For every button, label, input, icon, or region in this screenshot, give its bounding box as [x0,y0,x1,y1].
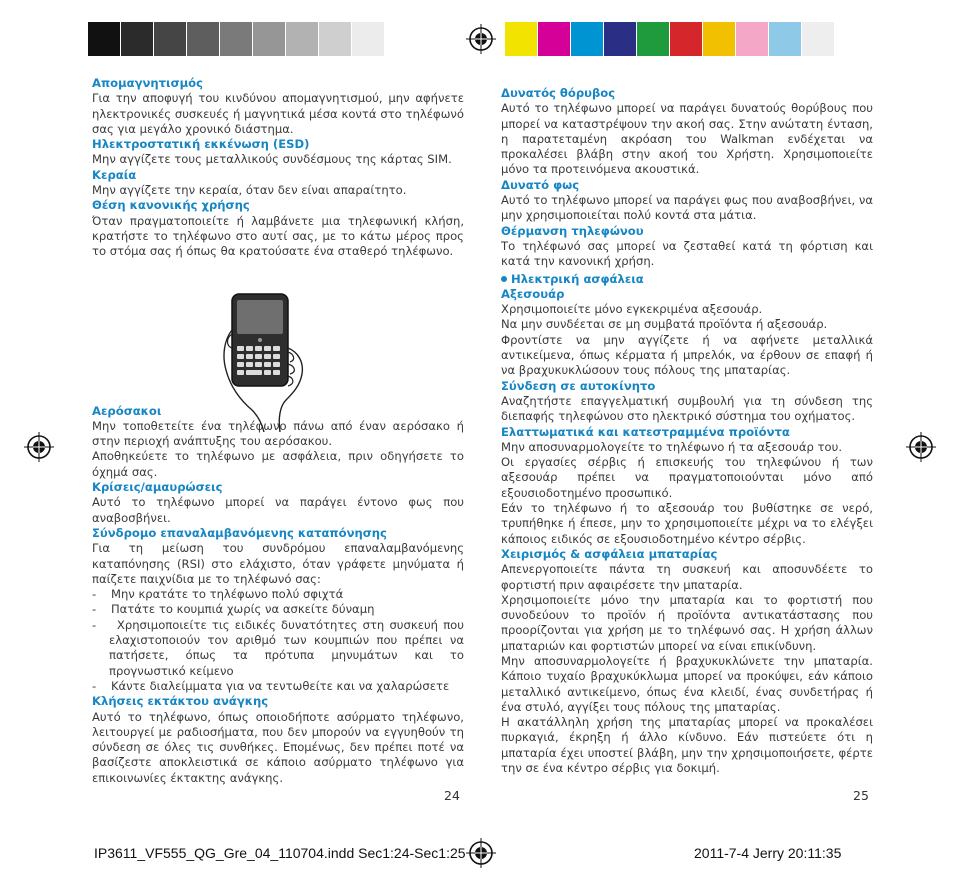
color-swatch [505,22,538,56]
registration-mark-left [24,432,54,462]
hand-holding-phone-illustration [218,290,308,432]
registration-mark-bottom [466,838,496,868]
airbag-text-1: Μην τοποθετείτε ένα τηλέφωνο πάνω από έναν αερόσακο ή στην περιοχή ανάπτυξης του αερόσακου. [92,418,464,449]
gray-swatch [319,22,352,56]
accessories-text-3: Φροντίστε να μην αγγίζετε ή να αφήνετε μεταλλικά αντικείμενα, όπως κέρματα ή μπρελόκ, να έρθουν σε επαφή ή να βραχυκυκλώσουν τους πόλους της μπαταρίας. [501,332,873,378]
car-connection-text: Αναζητήστε επαγγελματική συμβουλή για τη σύνδεση της διεπαφής τηλεφώνου στο ηλεκτρικό σύστημα του οχήματος. [501,393,873,424]
bright-light-heading: Δυνατό φως [501,177,580,192]
emergency-calls-text: Αυτό το τηλέφωνο, όπως οποιοδήποτε ασύρματο τηλέφωνο, λειτουργεί με ραδιοσήματα, που δεν μπορούν να εγγυηθούν τη σύνδεση σε όλες τις συνθήκες. Επομένως, δεν πρέπει ποτέ να βασίζεστε αποκλειστικά σε κάποιο ασύρματο τηλέφωνο για επικοινωνίες έκτακτης ανάγκης. [92,709,464,785]
print-slug-date: 2011-7-4 Jerry 20:11:35 [694,845,842,861]
esd-heading: Ηλεκτροστατική εκκένωση (ESD) [92,137,310,152]
normal-position-heading: Θέση κανονικής χρήσης [92,198,250,213]
battery-text-4: Η ακατάλληλη χρήση της μπαταρίας μπορεί να προκαλέσει πυρκαγιά, έκρηξη ή άλλο κίνδυνο. Εάν πιστεύετε ότι η μπαταρία έχει υποστεί βλάβη, μην την χρησιμοποιήσετε, φέρτε την σε ένα κέντρο σέρβις για δοκιμή. [501,715,873,776]
faulty-products-text-1: Μην αποσυναρμολογείτε το τηλέφωνο ή τα αξεσουάρ του. [501,439,843,454]
gray-swatch [88,22,121,56]
loud-noise-text: Αυτό το τηλέφωνο μπορεί να παράγει δυνατούς θορύβους που μπορεί να καταστρέψουν την ακοή σας. Στην ανώτατη ένταση, η παρατεταμένη ακρόαση του Walkman ενδέχεται να προκαλέσει βλάβη στην ακοή του Χρήστη. Χρησιμοποιείτε μόνο τα προτεινόμενα ακουστικά. [501,101,873,177]
accessories-text-2: Να μην συνδέεται σε μη συμβατά προϊόντα ή αξεσουάρ. [501,317,828,332]
list-item: - Πατάτε το κουμπιά χωρίς να ασκείτε δύναμη [92,602,375,617]
car-connection-heading: Σύνδεση σε αυτοκίνητο [501,378,656,393]
bright-light-text: Αυτό το τηλέφωνο μπορεί να παράγει φως που αναβοσβήνει, να μην χρησιμοποιείται πολύ κοντά στα μάτια. [501,193,873,223]
page-number-right: 25 [853,788,869,803]
color-swatch [703,22,736,56]
rsi-text: Για τη μείωση του συνδρόμου επαναλαμβανόμενης καταπόνησης (RSI) στο ελάχιστο, όταν γράφετε μηνύματα ή παίζετε παιχνίδια με το τηλέφωνό σας: [92,541,464,586]
phone-heating-text: Το τηλέφωνό σας μπορεί να ζεσταθεί κατά τη φόρτιση και κατά την κανονική χρήση. [501,238,873,269]
accessories-heading: Αξεσουάρ [501,286,565,301]
gray-swatch [121,22,154,56]
rsi-heading: Σύνδρομο επαναλαμβανόμενης καταπόνησης [92,525,387,540]
seizure-heading: Κρίσεις/αμαυρώσεις [92,480,223,495]
page-number-left: 24 [444,788,460,803]
color-swatch [802,22,835,56]
demagnetization-text: Για την αποφυγή του κινδύνου απομαγνητισμού, μην αφήνετε ηλεκτρονικές συσκευές ή μαγνητικά μέσα κοντά στο τηλέφωνό σας για μεγάλο χρονικό διάστημα. [92,91,464,136]
print-slug-filename: IP3611_VF555_QG_Gre_04_110704.indd Sec1:24-Sec1:25 [94,845,466,861]
gray-swatch [187,22,220,56]
antenna-heading: Κεραία [92,167,137,182]
faulty-products-text-3: Εάν το τηλέφωνο ή το αξεσουάρ του βυθίστηκε σε νερό, τρυπήθηκε ή έπεσε, μην το χρησιμοποιείτε μέχρι να το ελέγξει κάποιος ειδικός σε εξουσιοδοτημένο κέντρο σέρβις. [501,501,873,546]
color-swatch [769,22,802,56]
color-swatch [604,22,637,56]
right-page-column [501,76,873,776]
battery-text-3: Μην αποσυναρμολογείτε ή βραχυκυκλώνετε την μπαταρία. Κάποιο τυχαίο βραχυκύκλωμα μπορεί να προκύψει, εάν κάποιο μεταλλικό αντικείμενο, όπως ένα κλειδί, ένας συνδετήρας ή ένα στυλό, αγγίξει τους πόλους της μπαταρίας. [501,653,873,714]
gray-swatch [154,22,187,56]
color-swatch [637,22,670,56]
color-swatch [736,22,769,56]
normal-position-text: Όταν πραγματοποιείτε ή λαμβάνετε μια τηλεφωνική κλήση, κρατήστε το τηλέφωνο στο αυτί σας, με το κάτω μέρος προς το στόμα σας ή όπως θα κρατούσατε ένα σταθερό τηλέφωνο. [92,213,464,259]
accessories-text-1: Χρησιμοποιείτε μόνο εγκεκριμένα αξεσουάρ. [501,302,763,317]
gray-swatch [286,22,319,56]
color-swatch [571,22,604,56]
color-calibration-bar [505,22,835,56]
battery-handling-heading: Χειρισμός & ασφάλεια μπαταρίας [501,546,718,561]
loud-noise-heading: Δυνατός θόρυβος [501,86,616,100]
color-swatch [670,22,703,56]
seizure-text: Αυτό το τηλέφωνο μπορεί να παράγει έντονο φως που αναβοσβήνει. [92,495,464,525]
electrical-safety-heading: Ηλεκτρική ασφάλεια [501,272,873,287]
battery-text-1: Απενεργοποιείτε πάντα τη συσκευή και αποσυνδέετε το φορτιστή πριν αφαιρέσετε την μπαταρία. [501,562,873,592]
phone-heating-heading: Θέρμανση τηλεφώνου [501,223,644,238]
color-swatch [538,22,571,56]
list-item: - Μην κρατάτε το τηλέφωνο πολύ σφιχτά [92,587,344,602]
registration-mark-top [466,24,496,54]
gray-swatch [220,22,253,56]
antenna-text: Μην αγγίζετε την κεραία, όταν δεν είναι απαραίτητο. [92,183,407,198]
faulty-products-heading: Ελαττωματικά και κατεστραμμένα προϊόντα [501,424,790,439]
registration-mark-right [906,432,936,462]
gray-swatch [352,22,385,56]
list-item: - Χρησιμοποιείτε τις ειδικές δυνατότητες στη συσκευή που ελαχιστοποιούν τον αριθμό των κουμπιών που πρέπει να πατήσετε, όπως τα πρότυπα μηνυμάτων και το προγνωστικό κείμενο [92,617,464,678]
list-item: - Κάντε διαλείμματα για να τεντωθείτε και να χαλαρώσετε [92,678,450,693]
gray-swatch [253,22,286,56]
gray-calibration-bar [88,22,385,56]
bullet-icon [501,276,507,282]
faulty-products-text-2: Οι εργασίες σέρβις ή επισκευής του τηλεφώνου ή των αξεσουάρ πρέπει να πραγματοποιούνται μόνο από εξουσιοδοτημένο προσωπικό. [501,455,873,500]
demagnetization-heading: Απομαγνητισμός [92,76,203,90]
battery-text-2: Χρησιμοποιείτε μόνο την μπαταρία και το φορτιστή που συνοδεύουν το προϊόν ή προϊόντα αντικατάστασης που προορίζονται για χρήση με το τηλέφωνό σας. Η χρήση άλλων μπαταριών και φορτιστών μπορεί να είναι επικίνδυνη. [501,592,873,653]
emergency-calls-heading: Κλήσεις εκτάκτου ανάγκης [92,694,269,709]
airbag-heading: Αερόσακοι [92,403,162,418]
airbag-text-2: Αποθηκεύετε το τηλέφωνο με ασφάλεια, πριν οδηγήσετε το όχημά σας. [92,449,464,479]
esd-text: Μην αγγίζετε τους μεταλλικούς συνδέσμους της κάρτας SIM. [92,152,452,167]
